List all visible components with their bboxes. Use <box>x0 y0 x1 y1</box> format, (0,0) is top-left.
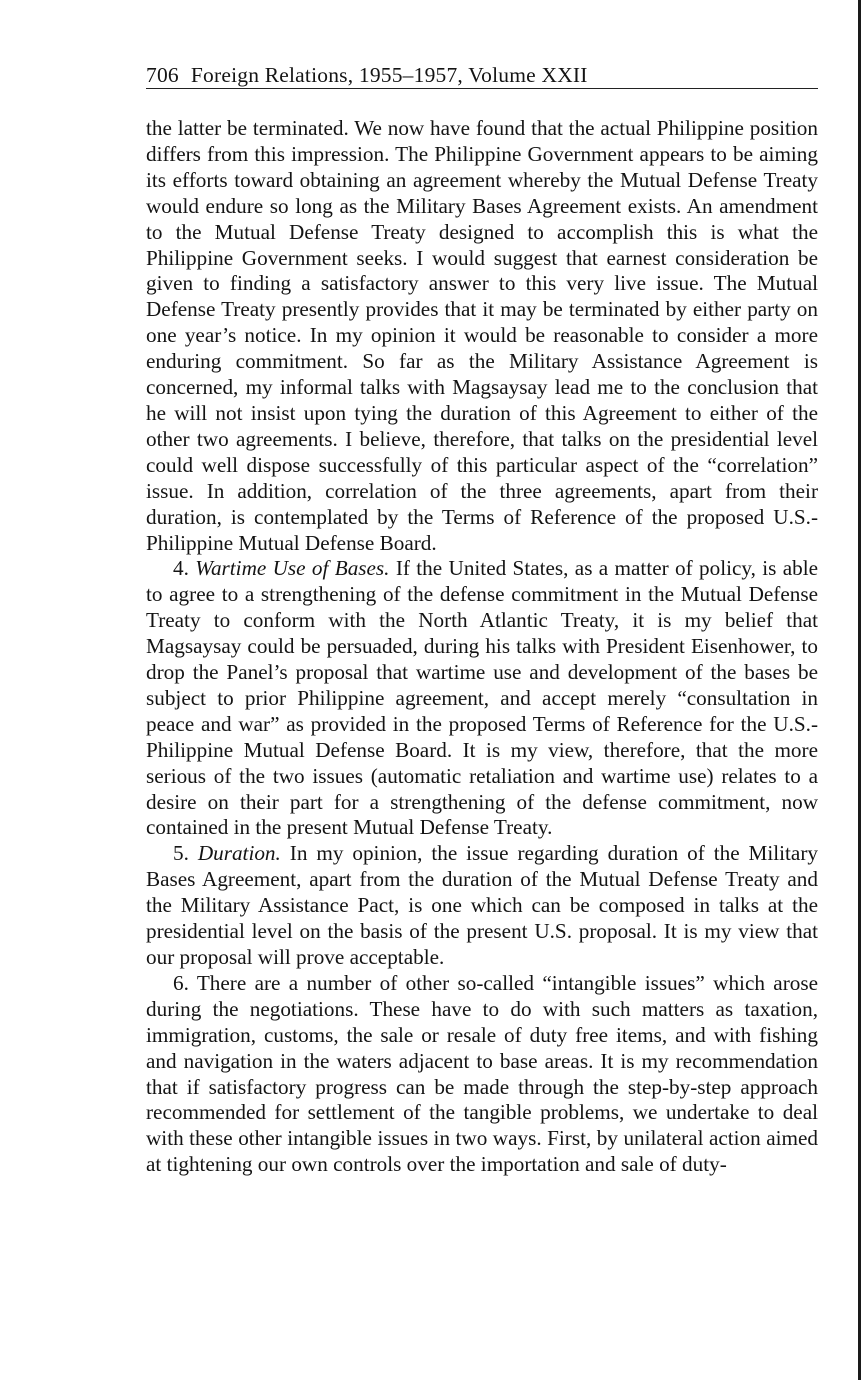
running-header <box>146 60 818 90</box>
paragraph-text: the latter be terminated. We now have found that the actual Philippine position differs from this impression. The Philippine Government appears to be aiming its efforts toward obtaining an agreement whereby the Mutual Defense Treaty would endure so long as the Military Bases Agreement exists. An amendment to the Mutual Defense Treaty designed to accomplish this is what the Philippine Government seeks. I would suggest that earnest consideration be given to finding a satisfactory answer to this very live issue. The Mutual Defense Treaty presently provides that it may be terminated by either party on one year’s notice. In my opinion it would be reasonable to consider a more enduring commitment. So far as the Military Assistance Agreement is concerned, my informal talks with Magsaysay lead me to the conclusion that he will not insist upon tying the duration of this Agreement to either of the other two agreements. I believe, therefore, that talks on the presidential level could well dispose successfully of this particular aspect of the “correlation” issue. In addition, correlation of the three agreements, apart from their duration, is contemplated by the Terms of Reference of the proposed U.S.-Philippine Mutual Defense Board. <box>146 116 818 555</box>
paragraph-heading: Wartime Use of Bases. <box>195 556 390 581</box>
paragraph-heading: Duration. <box>197 841 281 866</box>
paragraph-text: In my opinion, the issue regarding duration of the Military Bases Agreement, apart from the duration of the Mutual Defense Treaty and the Military Assistance Pact, is one which can be composed in talks at the presidential level on the basis of the present U.S. proposal. It is my view that our proposal will prove acceptable. <box>146 841 818 969</box>
paragraph-lead-number: 4. <box>173 556 196 581</box>
paragraph-text: If the United States, as a matter of policy, is able to agree to a strengthening of the defense commitment in the Mutual Defense Treaty to conform with the North Atlantic Treaty, it is my belief that Magsaysay could be persuaded, during his talks with President Eisenhower, to drop the Panel’s proposal that wartime use and development of the bases be subject to prior Philippine agreement, and accept merely “consultation in peace and war” as provided in the proposed Terms of Reference for the U.S.-Philippine Mutual Defense Board. It is my view, therefore, that the more serious of the two issues (automatic retaliation and wartime use) relates to a desire on their part for a strengthening of the defense commitment, now contained in the present Mutual Defense Treaty. <box>146 556 819 840</box>
paragraph-wartime-use <box>146 556 818 841</box>
paragraph-continuation <box>146 116 818 556</box>
body-text <box>146 116 818 1178</box>
paragraph-text: 6. There are a number of other so-called “intangible issues” which arose during the negotiations. These have to do with such matters as taxation, immigration, customs, the sale or resale of duty free items, and with fishing and navigation in the waters adjacent to base areas. It is my recommendation that if satisfactory progress can be made through the step-by-step approach recommended for settlement of the tangible problems, we undertake to deal with these other intangible issues in two ways. First, by unilateral action aimed at tightening our own controls over the importation and sale of duty- <box>146 970 818 1177</box>
paragraph-duration <box>146 841 818 971</box>
page-number: 706 <box>146 63 179 87</box>
paragraph-intangible-issues <box>146 971 818 1178</box>
running-title: Foreign Relations, 1955–1957, Volume XXII <box>190 63 588 87</box>
document-page <box>146 60 818 1178</box>
paragraph-lead-number: 5. <box>173 841 198 866</box>
